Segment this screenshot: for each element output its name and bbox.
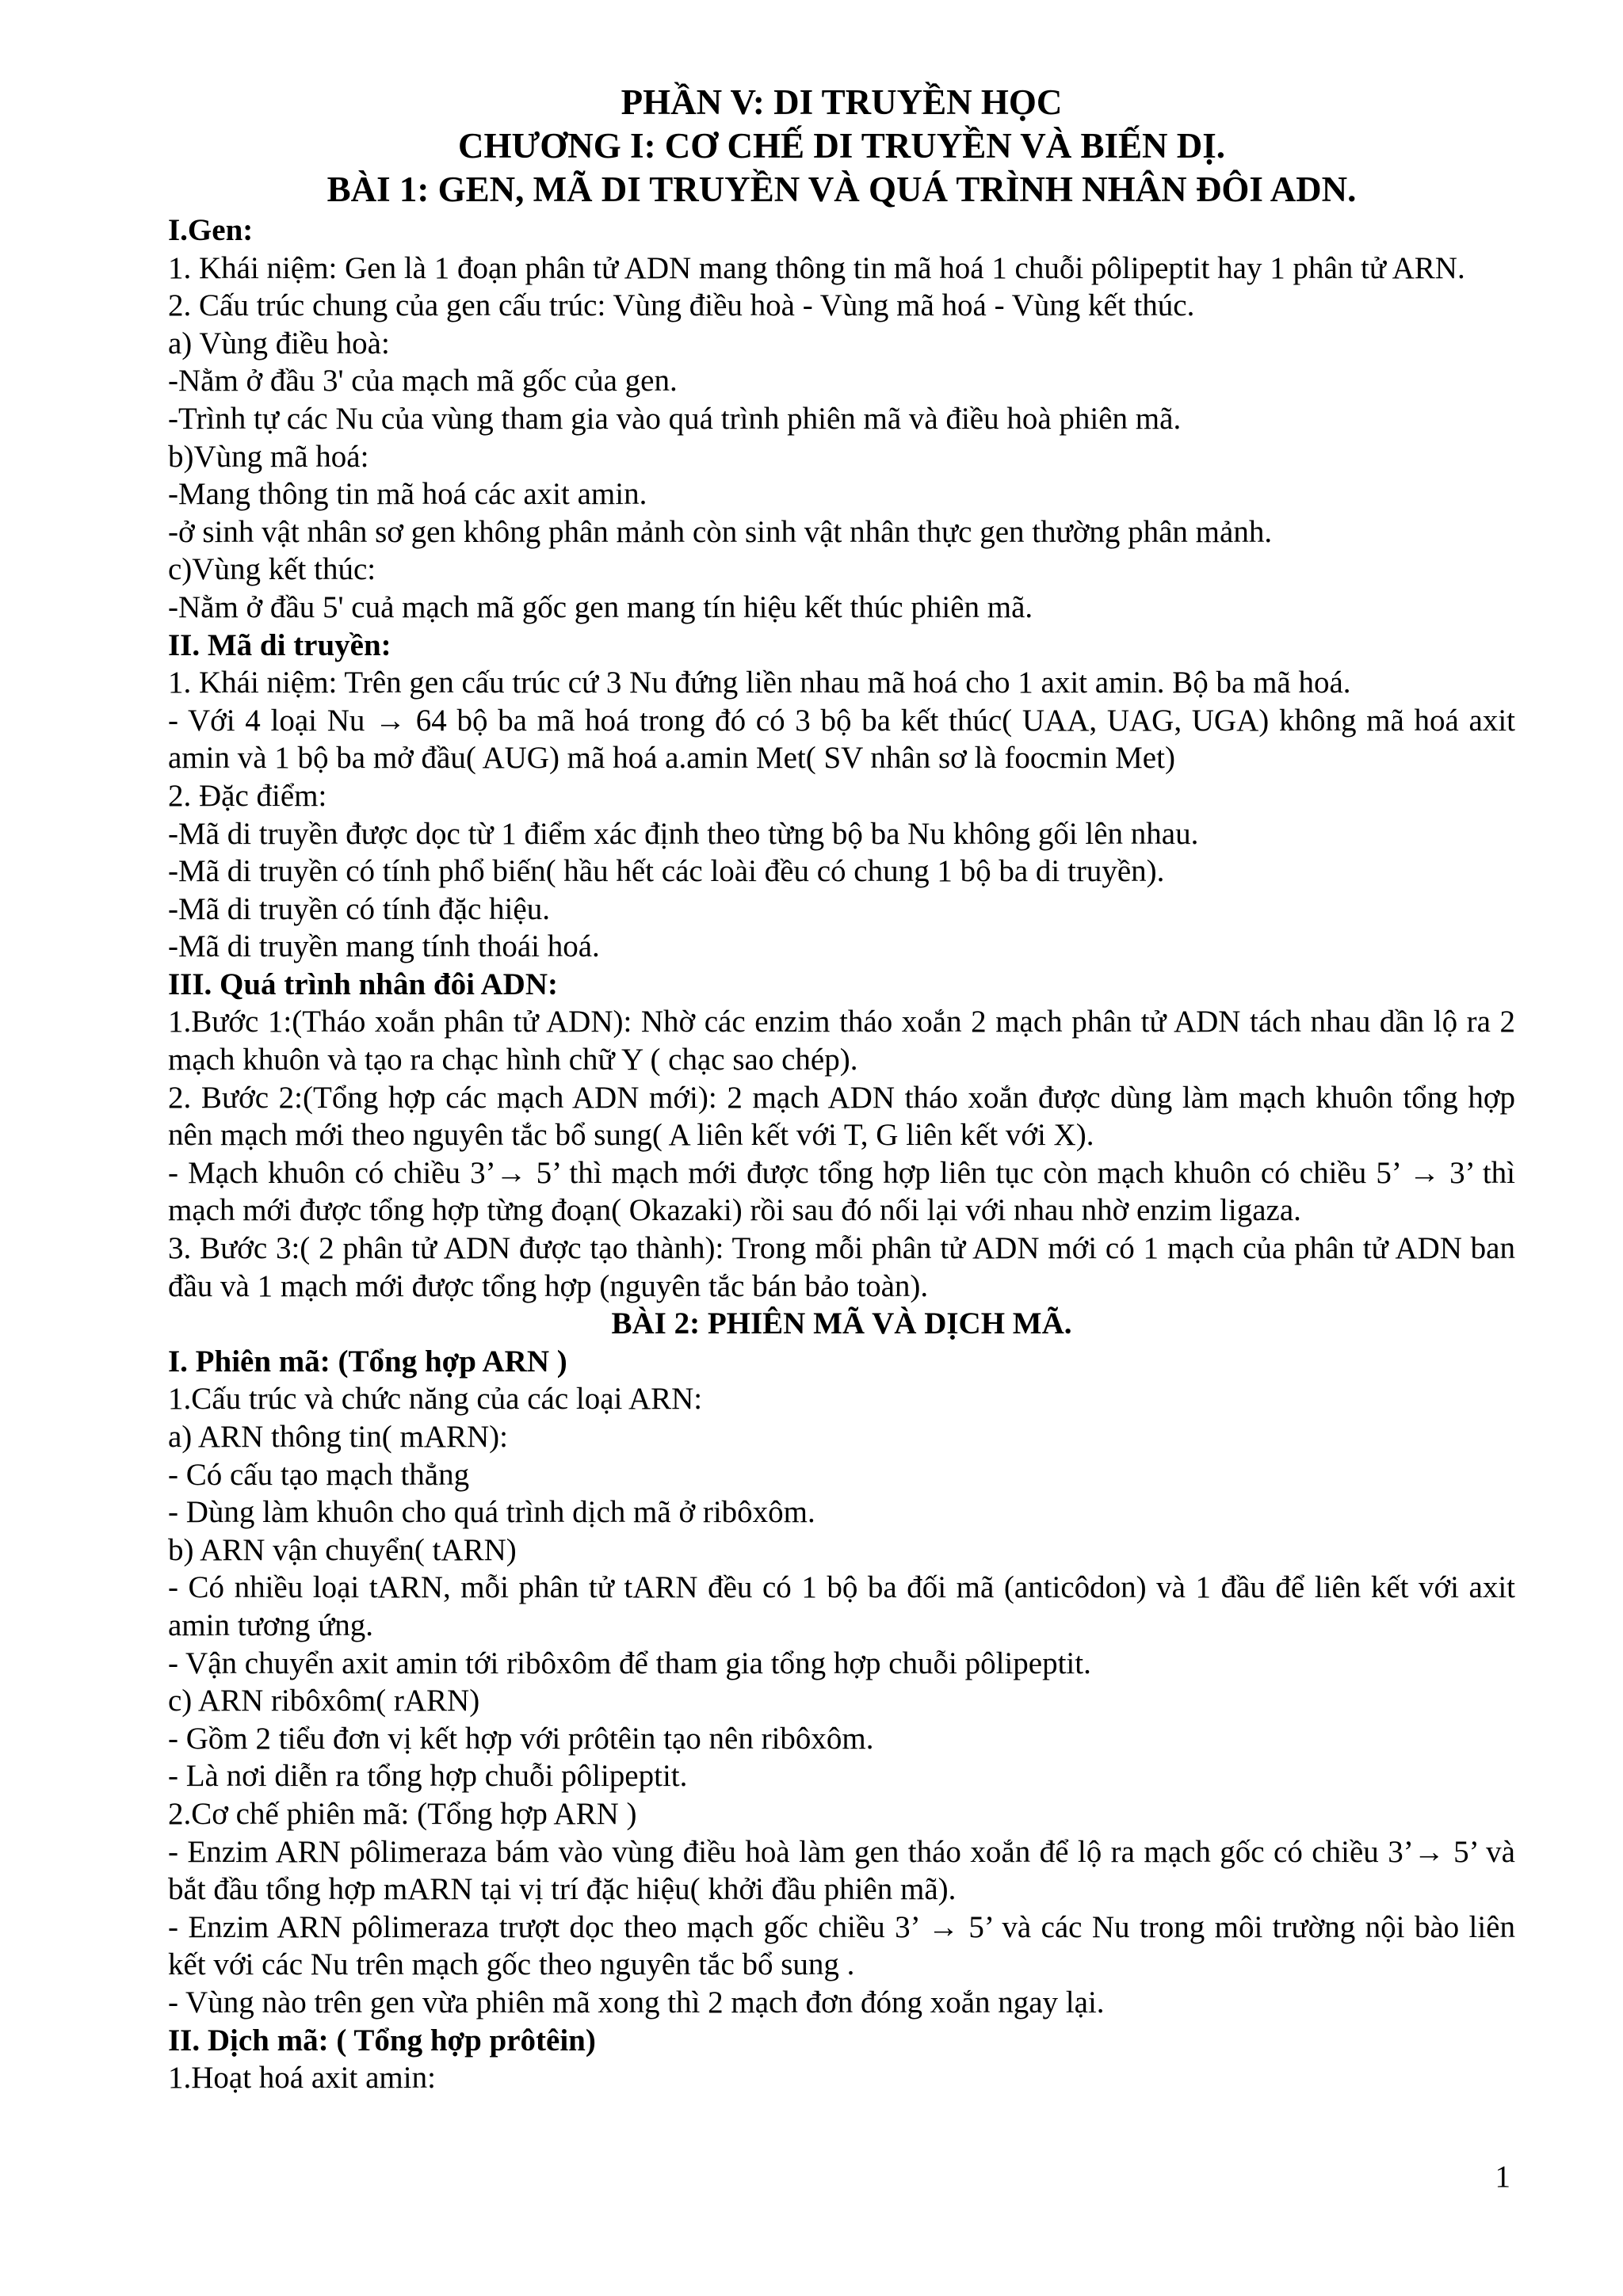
text-line: b)Vùng mã hoá: xyxy=(168,439,369,474)
part-title: PHẦN V: DI TRUYỀN HỌC xyxy=(621,82,1063,122)
paragraph: - Với 4 loại Nu → 64 bộ ba mã hoá trong đó có 3 bộ ba kết thúc( UAA, UAG, UGA) không mã hoá axit amin và 1 bộ ba mở đầu( AUG) mã hoá a.amin Met( SV nhân sơ là foocmin Met) xyxy=(168,703,1515,776)
text-line: - Gồm 2 tiểu đơn vị kết hợp với prôtêin tạo nên ribôxôm. xyxy=(168,1721,874,1756)
text-line: -Mã di truyền có tính phổ biến( hầu hết các loài đều có chung 1 bộ ba di truyền). xyxy=(168,854,1165,889)
text-line: - Có cấu tạo mạch thẳng xyxy=(168,1457,470,1492)
text-line: -Mã di truyền được dọc từ 1 điểm xác định theo từng bộ ba Nu không gối lên nhau. xyxy=(168,816,1199,851)
chapter-title: CHƯƠNG I: CƠ CHẾ DI TRUYỀN VÀ BIẾN DỊ. xyxy=(457,126,1226,166)
title-block xyxy=(168,81,1515,212)
section-heading-genetic-code: II. Mã di truyền: xyxy=(168,627,391,662)
text-line: -Trình tự các Nu của vùng tham gia vào quá trình phiên mã và điều hoà phiên mã. xyxy=(168,401,1182,436)
text-line: - Vùng nào trên gen vừa phiên mã xong thì 2 mạch đơn đóng xoắn ngay lại. xyxy=(168,1985,1105,2019)
text-line: a) ARN thông tin( mARN): xyxy=(168,1420,508,1454)
paragraph: - Mạch khuôn có chiều 3’→ 5’ thì mạch mới được tổng hợp liên tục còn mạch khuôn có chiều 5’ → 3’ thì mạch mới được tổng hợp từng đoạn( Okazaki) rồi sau đó nối lại với nhau nhờ enzim ligaza. xyxy=(168,1155,1515,1228)
paragraph: 2. Cấu trúc chung của gen cấu trúc: Vùng điều hoà - Vùng mã hoá - Vùng kết thúc. xyxy=(168,288,1195,323)
text-line: - Là nơi diễn ra tổng hợp chuỗi pôlipeptit. xyxy=(168,1759,688,1794)
text-line: -Nằm ở đầu 5' cuả mạch mã gốc gen mang tín hiệu kết thúc phiên mã. xyxy=(168,589,1033,624)
text-line: - Vận chuyển axit amin tới ribôxôm để tham gia tổng hợp chuỗi pôlipeptit. xyxy=(168,1646,1091,1680)
text-line: 2.Cơ chế phiên mã: (Tổng hợp ARN ) xyxy=(168,1796,637,1831)
text-line: 1.Cấu trúc và chức năng của các loại ARN: xyxy=(168,1382,703,1417)
text-line: 2. Đặc điểm: xyxy=(168,778,327,813)
paragraph: 2. Bước 2:(Tổng hợp các mạch ADN mới): 2 mạch ADN tháo xoắn được dùng làm mạch khuôn tổng hợp nên mạch mới theo nguyên tắc bổ sung( A liên kết với T, G liên kết với X). xyxy=(168,1080,1515,1153)
text-line: c) ARN ribôxôm( rARN) xyxy=(168,1684,480,1718)
text-line: -Nằm ở đầu 3' của mạch mã gốc của gen. xyxy=(168,364,678,399)
page-number: 1 xyxy=(1495,2160,1510,2194)
text-line: c)Vùng kết thúc: xyxy=(168,552,376,587)
text-line: - Dùng làm khuôn cho quá trình dịch mã ở ribôxôm. xyxy=(168,1495,815,1530)
lesson1-title: BÀI 1: GEN, MÃ DI TRUYỀN VÀ QUÁ TRÌNH NHÂN ĐÔI ADN. xyxy=(327,170,1357,209)
section-heading-replication: III. Quá trình nhân đôi ADN: xyxy=(168,967,558,1001)
text-line: -Mang thông tin mã hoá các axit amin. xyxy=(168,477,647,512)
paragraph: - Có nhiều loại tARN, mỗi phân tử tARN đều có 1 bộ ba đối mã (anticôdon) và 1 đầu để liên kết với axit amin tương ứng. xyxy=(168,1570,1515,1642)
text-line: 1. Khái niệm: Trên gen cấu trúc cứ 3 Nu đứng liền nhau mã hoá cho 1 axit amin. Bộ ba mã hoá. xyxy=(168,666,1351,700)
text-line: -Mã di truyền mang tính thoái hoá. xyxy=(168,929,600,964)
text-line: b) ARN vận chuyển( tARN) xyxy=(168,1532,517,1567)
text-line: -ở sinh vật nhân sơ gen không phân mảnh còn sinh vật nhân thực gen thường phân mảnh. xyxy=(168,514,1273,549)
text-line: 1.Hoạt hoá axit amin: xyxy=(168,2061,436,2096)
text-line: a) Vùng điều hoà: xyxy=(168,326,390,360)
paragraph: 1.Bước 1:(Tháo xoắn phân tử ADN): Nhờ các enzim tháo xoắn 2 mạch phân tử ADN tách nhau dần lộ ra 2 mạch khuôn và tạo ra chạc hình chữ Y ( chạc sao chép). xyxy=(168,1005,1515,1077)
section-heading-transcription: I. Phiên mã: (Tổng hợp ARN ) xyxy=(168,1344,567,1379)
section-heading-translation: II. Dịch mã: ( Tổng hợp prôtêin) xyxy=(168,2023,596,2058)
text-line: -Mã di truyền có tính đặc hiệu. xyxy=(168,891,550,926)
page-content xyxy=(168,81,1515,2097)
paragraph: 1. Khái niệm: Gen là 1 đoạn phân tử ADN mang thông tin mã hoá 1 chuỗi pôlipeptit hay 1 phân tử ARN. xyxy=(168,250,1465,285)
paragraph: 3. Bước 3:( 2 phân tử ADN được tạo thành): Trong mỗi phân tử ADN mới có 1 mạch của phân tử ADN ban đầu và 1 mạch mới được tổng hợp (nguyên tắc bán bảo toàn). xyxy=(168,1231,1515,1303)
lesson2-title: BÀI 2: PHIÊN MÃ VÀ DỊCH MÃ. xyxy=(611,1306,1072,1341)
paragraph: - Enzim ARN pôlimeraza trượt dọc theo mạch gốc chiều 3’ → 5’ và các Nu trong môi trường nội bào liên kết với các Nu trên mạch gốc theo nguyên tắc bổ sung . xyxy=(168,1909,1515,1982)
section-heading-gen: I.Gen: xyxy=(168,213,254,247)
paragraph: - Enzim ARN pôlimeraza bám vào vùng điều hoà làm gen tháo xoắn để lộ ra mạch gốc có chiều 3’→ 5’ và bắt đầu tổng hợp mARN tại vị trí đặc hiệu( khởi đầu phiên mã). xyxy=(168,1834,1515,1907)
